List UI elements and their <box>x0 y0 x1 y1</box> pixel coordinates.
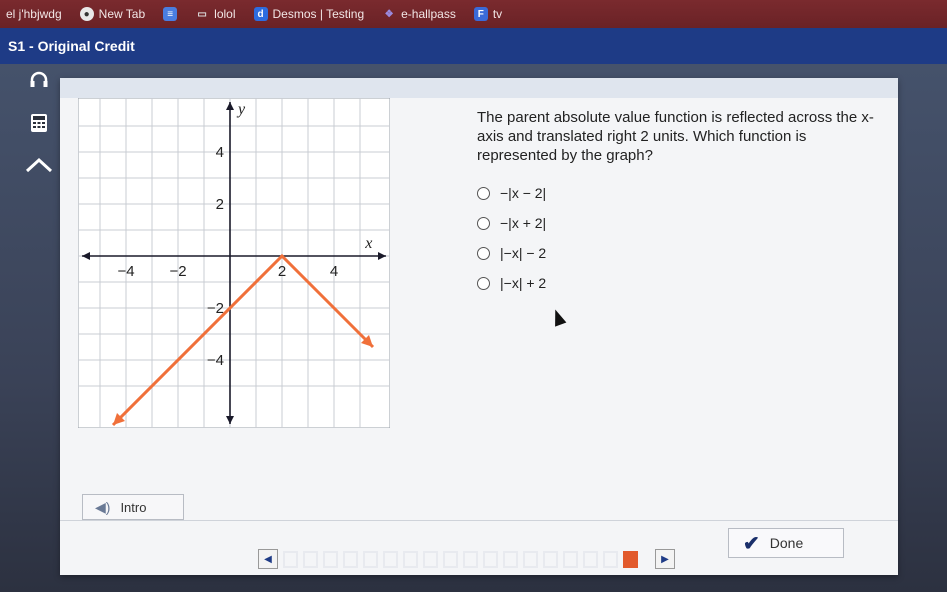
option-4[interactable] <box>477 268 546 298</box>
bookmark-label: New Tab <box>98 7 146 21</box>
y-tick-label: −4 <box>206 352 224 369</box>
radio-button[interactable] <box>477 277 490 290</box>
desmos-icon: d <box>254 7 268 21</box>
question-text: The parent absolute value function is reflected across the x-axis and translated right 2 units. Which function is represented by the graph? <box>477 109 874 164</box>
bookmark-label: e-hallpass <box>401 7 456 21</box>
intro-label: Intro <box>120 499 147 515</box>
f-icon: F <box>474 7 488 21</box>
question-page-box[interactable] <box>303 551 318 568</box>
question-pager <box>258 549 675 569</box>
headphones-icon[interactable] <box>24 66 54 92</box>
checkmark-icon: ✔ <box>743 532 760 555</box>
prev-arrow-icon[interactable]: ◀ <box>258 549 278 569</box>
question-page-box[interactable] <box>583 551 598 568</box>
question-page-box[interactable] <box>463 551 478 568</box>
x-tick-label: −4 <box>117 263 135 280</box>
app-header <box>0 28 947 64</box>
radio-button[interactable] <box>477 187 490 200</box>
option-2[interactable] <box>477 208 546 238</box>
bookmark-desmos[interactable] <box>254 7 365 21</box>
page-icon: ▭ <box>197 8 207 20</box>
option-1[interactable] <box>477 178 546 208</box>
chrome-icon: ● <box>80 7 94 21</box>
y-tick-label: −2 <box>206 300 224 317</box>
question-page-box[interactable] <box>443 551 458 568</box>
radio-button[interactable] <box>477 217 490 230</box>
option-label: −|x + 2| <box>500 215 547 231</box>
question-page-box[interactable] <box>403 551 418 568</box>
question-page-box[interactable] <box>623 551 638 568</box>
x-tick-label: 2 <box>277 263 287 280</box>
y-tick-label: 4 <box>215 144 224 161</box>
bookmark-label: tv <box>492 7 503 21</box>
hallpass-icon: ❖ <box>384 8 394 20</box>
option-label: −|x − 2| <box>500 185 547 201</box>
question-page-box[interactable] <box>323 551 338 568</box>
x-axis-label: x <box>365 235 373 252</box>
answer-options <box>477 178 546 298</box>
bookmark-1[interactable] <box>6 7 62 21</box>
done-button[interactable] <box>728 528 844 558</box>
question-page-box[interactable] <box>283 551 298 568</box>
question-page-box[interactable] <box>543 551 558 568</box>
bookmark-label: el j'hbjwdg <box>6 7 62 21</box>
intro-button[interactable] <box>82 494 184 520</box>
y-tick-label: 2 <box>215 196 224 213</box>
question-page-box[interactable] <box>363 551 378 568</box>
bookmark-ehallpass[interactable] <box>382 7 456 21</box>
question-page-box[interactable] <box>523 551 538 568</box>
done-label: Done <box>769 535 804 551</box>
next-arrow-icon[interactable]: ▶ <box>655 549 675 569</box>
option-label: |−x| + 2 <box>500 275 547 291</box>
question-page-box[interactable] <box>503 551 518 568</box>
bookmark-doc[interactable] <box>163 7 177 21</box>
divider <box>60 520 898 521</box>
calculator-icon[interactable] <box>24 110 54 136</box>
bookmarks-bar <box>0 0 947 28</box>
y-axis-label: y <box>238 101 246 118</box>
bookmark-lolol[interactable] <box>195 7 235 21</box>
bookmark-label: lolol <box>214 7 236 21</box>
radio-button[interactable] <box>477 247 490 260</box>
chevron-up-icon[interactable] <box>24 152 54 178</box>
question-page-box[interactable] <box>343 551 358 568</box>
question-page-box[interactable] <box>383 551 398 568</box>
x-tick-label: −2 <box>169 263 187 280</box>
option-label: |−x| − 2 <box>500 245 547 261</box>
doc-icon: ≡ <box>163 7 177 21</box>
coordinate-graph <box>78 98 390 428</box>
question-page-box[interactable] <box>563 551 578 568</box>
bookmark-tv[interactable] <box>474 7 502 21</box>
card-strip <box>60 78 898 98</box>
bookmark-label: Desmos | Testing <box>272 7 365 21</box>
x-tick-label: 4 <box>329 263 339 280</box>
course-title: S1 - Original Credit <box>8 38 135 54</box>
question-page-box[interactable] <box>603 551 618 568</box>
question-page-box[interactable] <box>423 551 438 568</box>
question-page-box[interactable] <box>483 551 498 568</box>
speaker-icon: ◀) <box>95 498 111 515</box>
option-3[interactable] <box>477 238 546 268</box>
question-card <box>60 78 898 575</box>
bookmark-new-tab[interactable] <box>80 7 145 21</box>
